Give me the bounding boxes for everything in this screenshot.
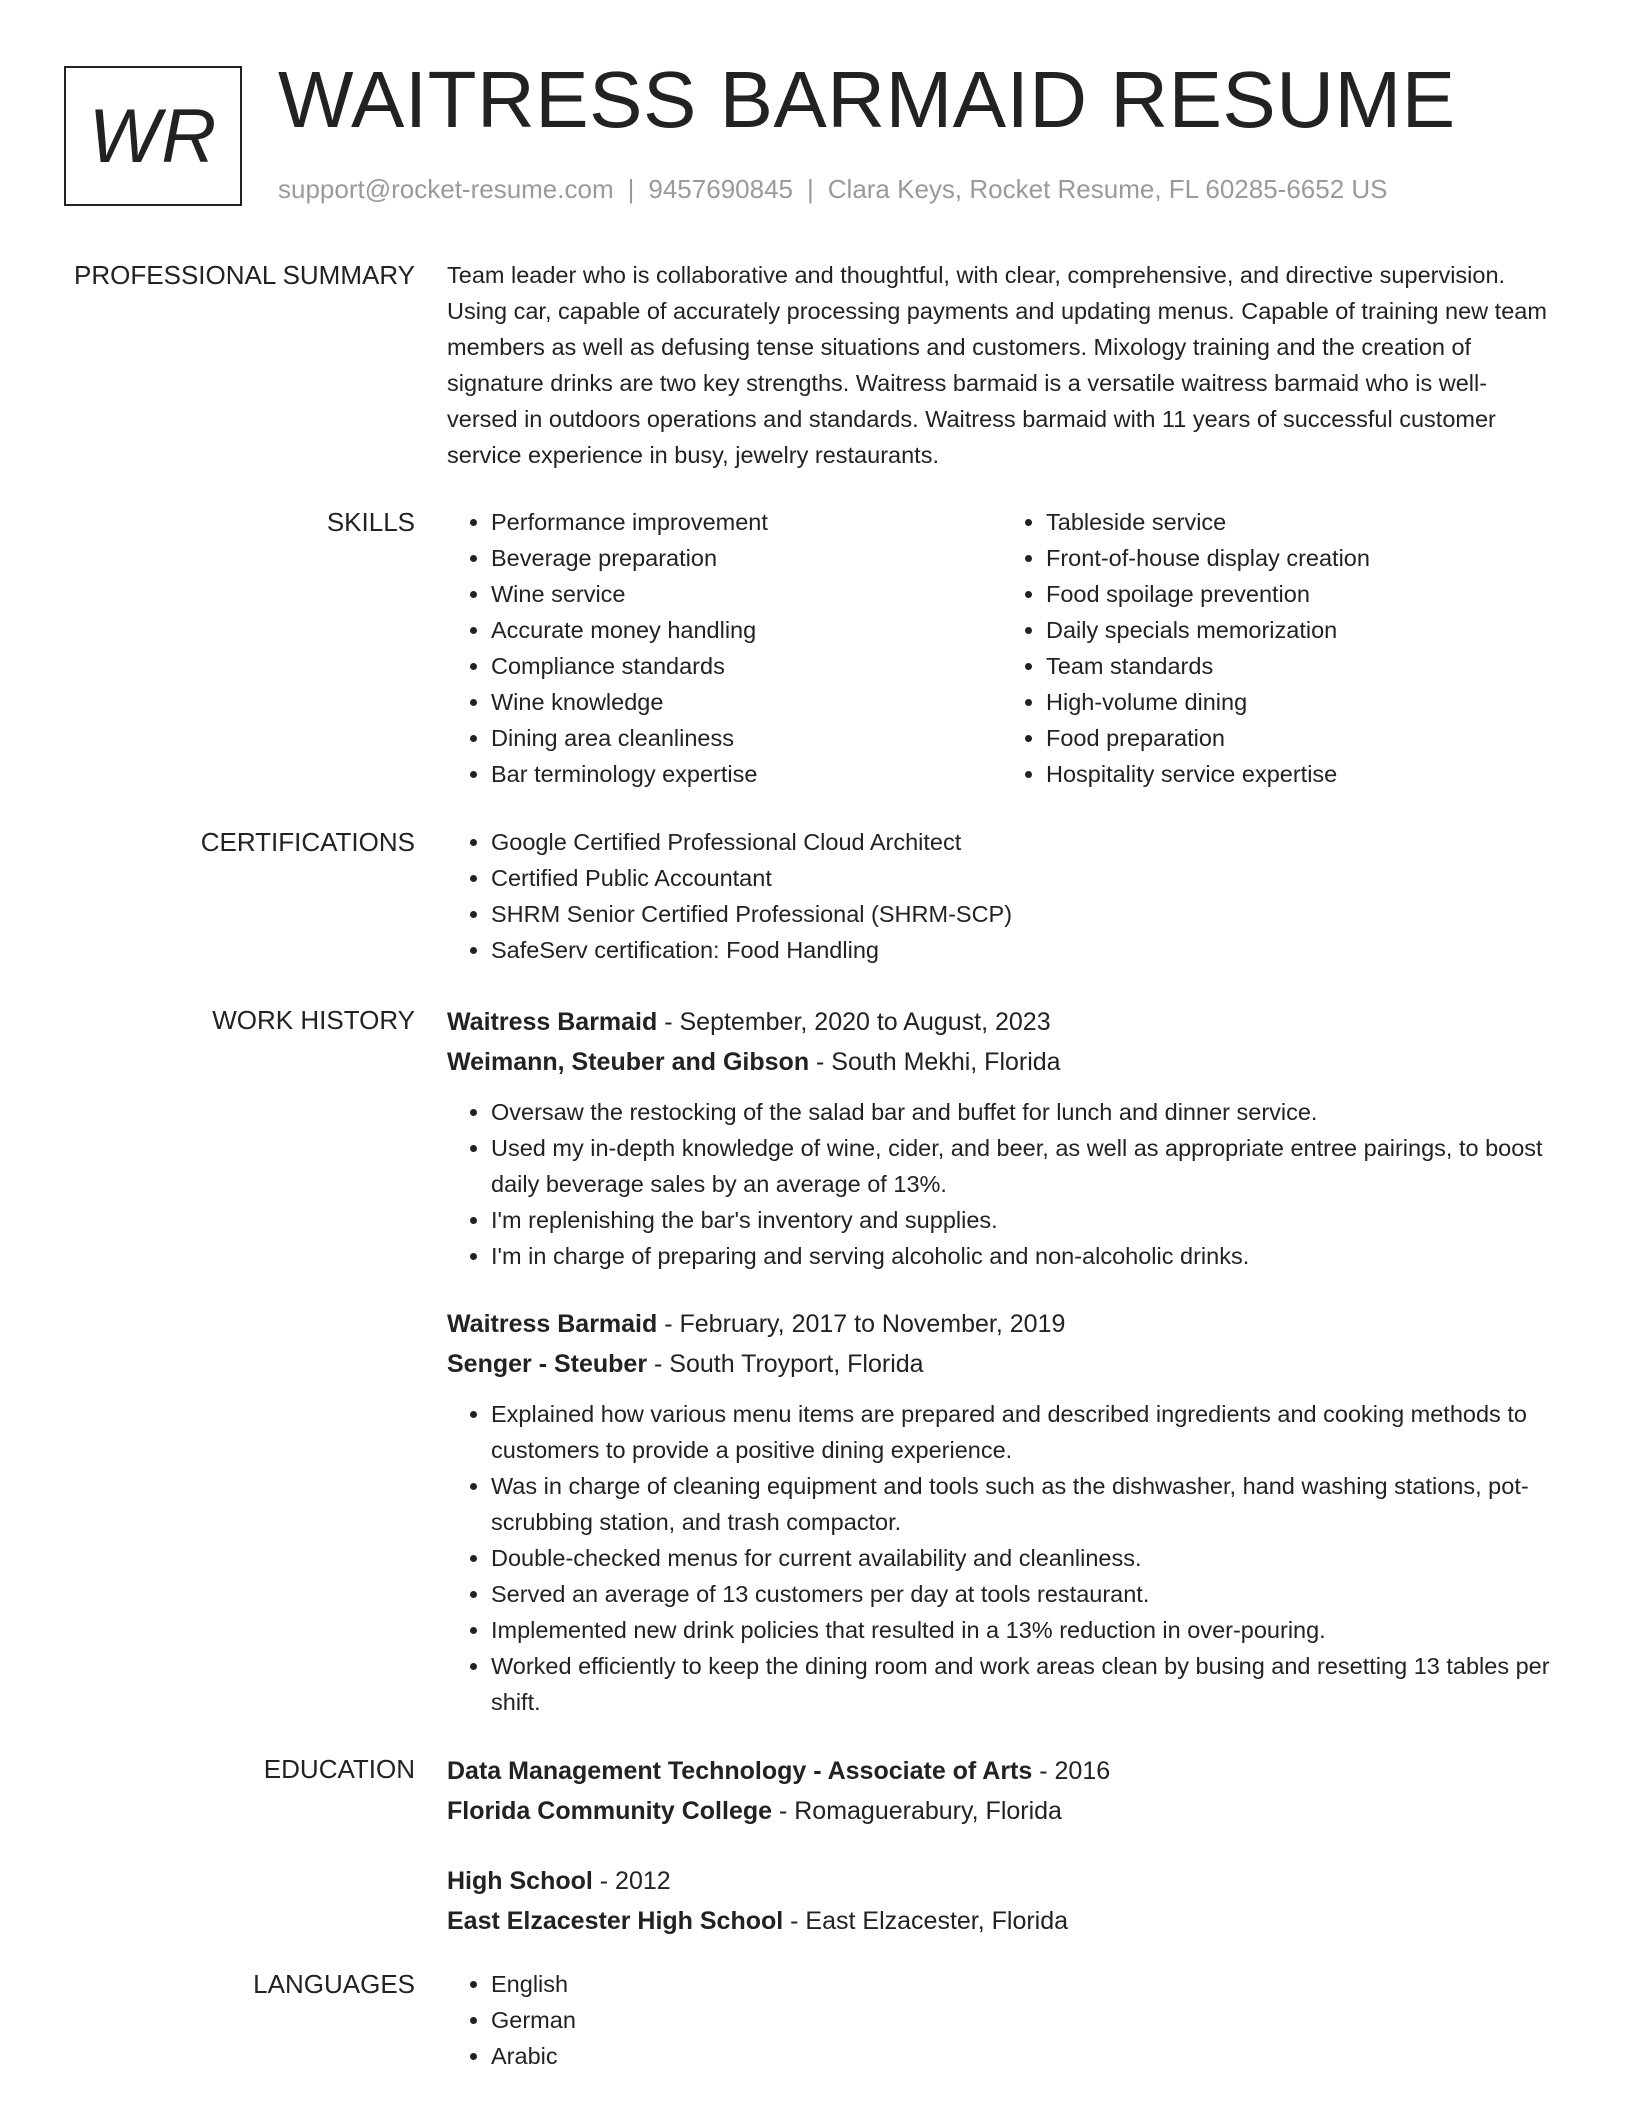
language-item: • Arabic (491, 2038, 1557, 2074)
skills-list-left (447, 504, 1002, 792)
education-year: - 2016 (1032, 1757, 1111, 1785)
skill-item: • High-volume dining (1046, 684, 1557, 720)
skills-list-right (1002, 504, 1557, 792)
education-school: Florida Community College (447, 1797, 773, 1825)
job-dates: - February, 2017 to November, 2019 (657, 1310, 1066, 1338)
certifications-body (447, 824, 1557, 968)
skill-item: • Tableside service (1046, 504, 1557, 540)
section-label-languages: LANGUAGES (253, 1969, 415, 1999)
section-label-work: WORK HISTORY (212, 1005, 415, 1035)
languages-body (447, 1966, 1557, 2074)
language-item: • English (491, 1966, 1557, 2002)
skill-item: • Hospitality service expertise (1046, 756, 1557, 792)
monogram-initials: WR (88, 93, 218, 179)
section-label-education: EDUCATION (263, 1754, 415, 1784)
skill-item: • Bar terminology expertise (491, 756, 1002, 792)
certification-item: • SHRM Senior Certified Professional (SHRM-SCP) (491, 896, 1557, 932)
section-label-summary: PROFESSIONAL SUMMARY (74, 260, 415, 290)
education-school-line (447, 1791, 1557, 1831)
skill-item: • Food preparation (1046, 720, 1557, 756)
skill-item: • Food spoilage prevention (1046, 576, 1557, 612)
education-body (447, 1751, 1557, 1971)
education-degree-line (447, 1751, 1557, 1791)
summary-text: Team leader who is collaborative and thoughtful, with clear, comprehensive, and directive supervision. Using car, capable of accurately processing payments and updating menus. Capable of training new team members as well as defusing tense situations and customers. Mixology training and the creation of signature drinks are two key strengths. Waitress barmaid is a versatile waitress barmaid who is well-versed in outdoors operations and standards. Waitress barmaid with 11 years of successful customer service experience in busy, jewelry restaurants. (447, 262, 1547, 468)
education-degree: Data Management Technology - Associate of Arts (447, 1757, 1033, 1785)
job-company-line (447, 1042, 1557, 1082)
contact-line (278, 174, 1388, 205)
skill-item: • Wine service (491, 576, 1002, 612)
job-bullet: • Double-checked menus for current availability and cleanliness. (491, 1540, 1557, 1576)
job-company-line (447, 1344, 1557, 1384)
skill-item: • Wine knowledge (491, 684, 1002, 720)
education-entry (447, 1751, 1557, 1831)
section-label-certifications: CERTIFICATIONS (200, 827, 415, 857)
job-title: Waitress Barmaid (447, 1310, 658, 1338)
skills-grid (447, 504, 1557, 792)
section-label-skills: SKILLS (326, 507, 415, 537)
education-location: - Romaguerabury, Florida (772, 1797, 1062, 1825)
job-bullet: • Served an average of 13 customers per day at tools restaurant. (491, 1576, 1557, 1612)
contact-email[interactable]: support@rocket-resume.com (278, 174, 614, 204)
job-bullet: • Oversaw the restocking of the salad bar and buffet for lunch and dinner service. (491, 1094, 1557, 1130)
job-title-line (447, 1002, 1557, 1042)
job-bullet: • Worked efficiently to keep the dining room and work areas clean by busing and resetting 13 tables per shift. (491, 1648, 1557, 1720)
language-item: • German (491, 2002, 1557, 2038)
education-location: - East Elzacester, Florida (783, 1907, 1069, 1935)
skill-item: • Performance improvement (491, 504, 1002, 540)
job-title-line (447, 1304, 1557, 1344)
contact-separator: | (627, 174, 635, 204)
skill-item: • Compliance standards (491, 648, 1002, 684)
certifications-list (447, 824, 1557, 968)
job-bullet: • Used my in-depth knowledge of wine, cider, and beer, as well as appropriate entree pairings, to boost daily beverage sales by an average of 13%. (491, 1130, 1557, 1202)
job-bullets (447, 1396, 1557, 1720)
job-bullet: • Implemented new drink policies that resulted in a 13% reduction in over-pouring. (491, 1612, 1557, 1648)
job-bullet: • Explained how various menu items are prepared and described ingredients and cooking methods to customers to provide a positive dining experience. (491, 1396, 1557, 1468)
job-entry (447, 1002, 1557, 1274)
certification-item: • Google Certified Professional Cloud Architect (491, 824, 1557, 860)
resume-title: WAITRESS BARMAID RESUME (278, 55, 1456, 144)
job-location: - South Mekhi, Florida (809, 1048, 1061, 1076)
certification-item: • Certified Public Accountant (491, 860, 1557, 896)
education-school-line (447, 1901, 1557, 1941)
contact-phone[interactable]: 9457690845 (648, 174, 793, 204)
job-bullets (447, 1094, 1557, 1274)
contact-address: Clara Keys, Rocket Resume, FL 60285-6652 US (827, 174, 1388, 204)
skill-item: • Front-of-house display creation (1046, 540, 1557, 576)
job-bullet: • Was in charge of cleaning equipment and tools such as the dishwasher, hand washing stations, pot-scrubbing station, and trash compactor. (491, 1468, 1557, 1540)
skill-item: • Team standards (1046, 648, 1557, 684)
skill-item: • Beverage preparation (491, 540, 1002, 576)
skill-item: • Accurate money handling (491, 612, 1002, 648)
skill-item: • Dining area cleanliness (491, 720, 1002, 756)
education-degree-line (447, 1861, 1557, 1901)
job-dates: - September, 2020 to August, 2023 (657, 1008, 1051, 1036)
job-title: Waitress Barmaid (447, 1008, 658, 1036)
job-bullet: • I'm replenishing the bar's inventory and supplies. (491, 1202, 1557, 1238)
education-year: - 2012 (592, 1867, 671, 1895)
contact-separator: | (807, 174, 814, 204)
education-entry (447, 1861, 1557, 1941)
summary-body (447, 257, 1557, 473)
job-bullet: • I'm in charge of preparing and serving alcoholic and non-alcoholic drinks. (491, 1238, 1557, 1274)
monogram-box (64, 66, 242, 206)
skill-item: • Daily specials memorization (1046, 612, 1557, 648)
certification-item: • SafeServ certification: Food Handling (491, 932, 1557, 968)
job-company: Weimann, Steuber and Gibson (447, 1048, 810, 1076)
job-entry (447, 1304, 1557, 1720)
education-degree: High School (447, 1867, 593, 1895)
job-location: - South Troyport, Florida (647, 1350, 924, 1378)
work-body (447, 1002, 1557, 1750)
education-school: East Elzacester High School (447, 1907, 784, 1935)
job-company: Senger - Steuber (447, 1350, 648, 1378)
languages-list (447, 1966, 1557, 2074)
